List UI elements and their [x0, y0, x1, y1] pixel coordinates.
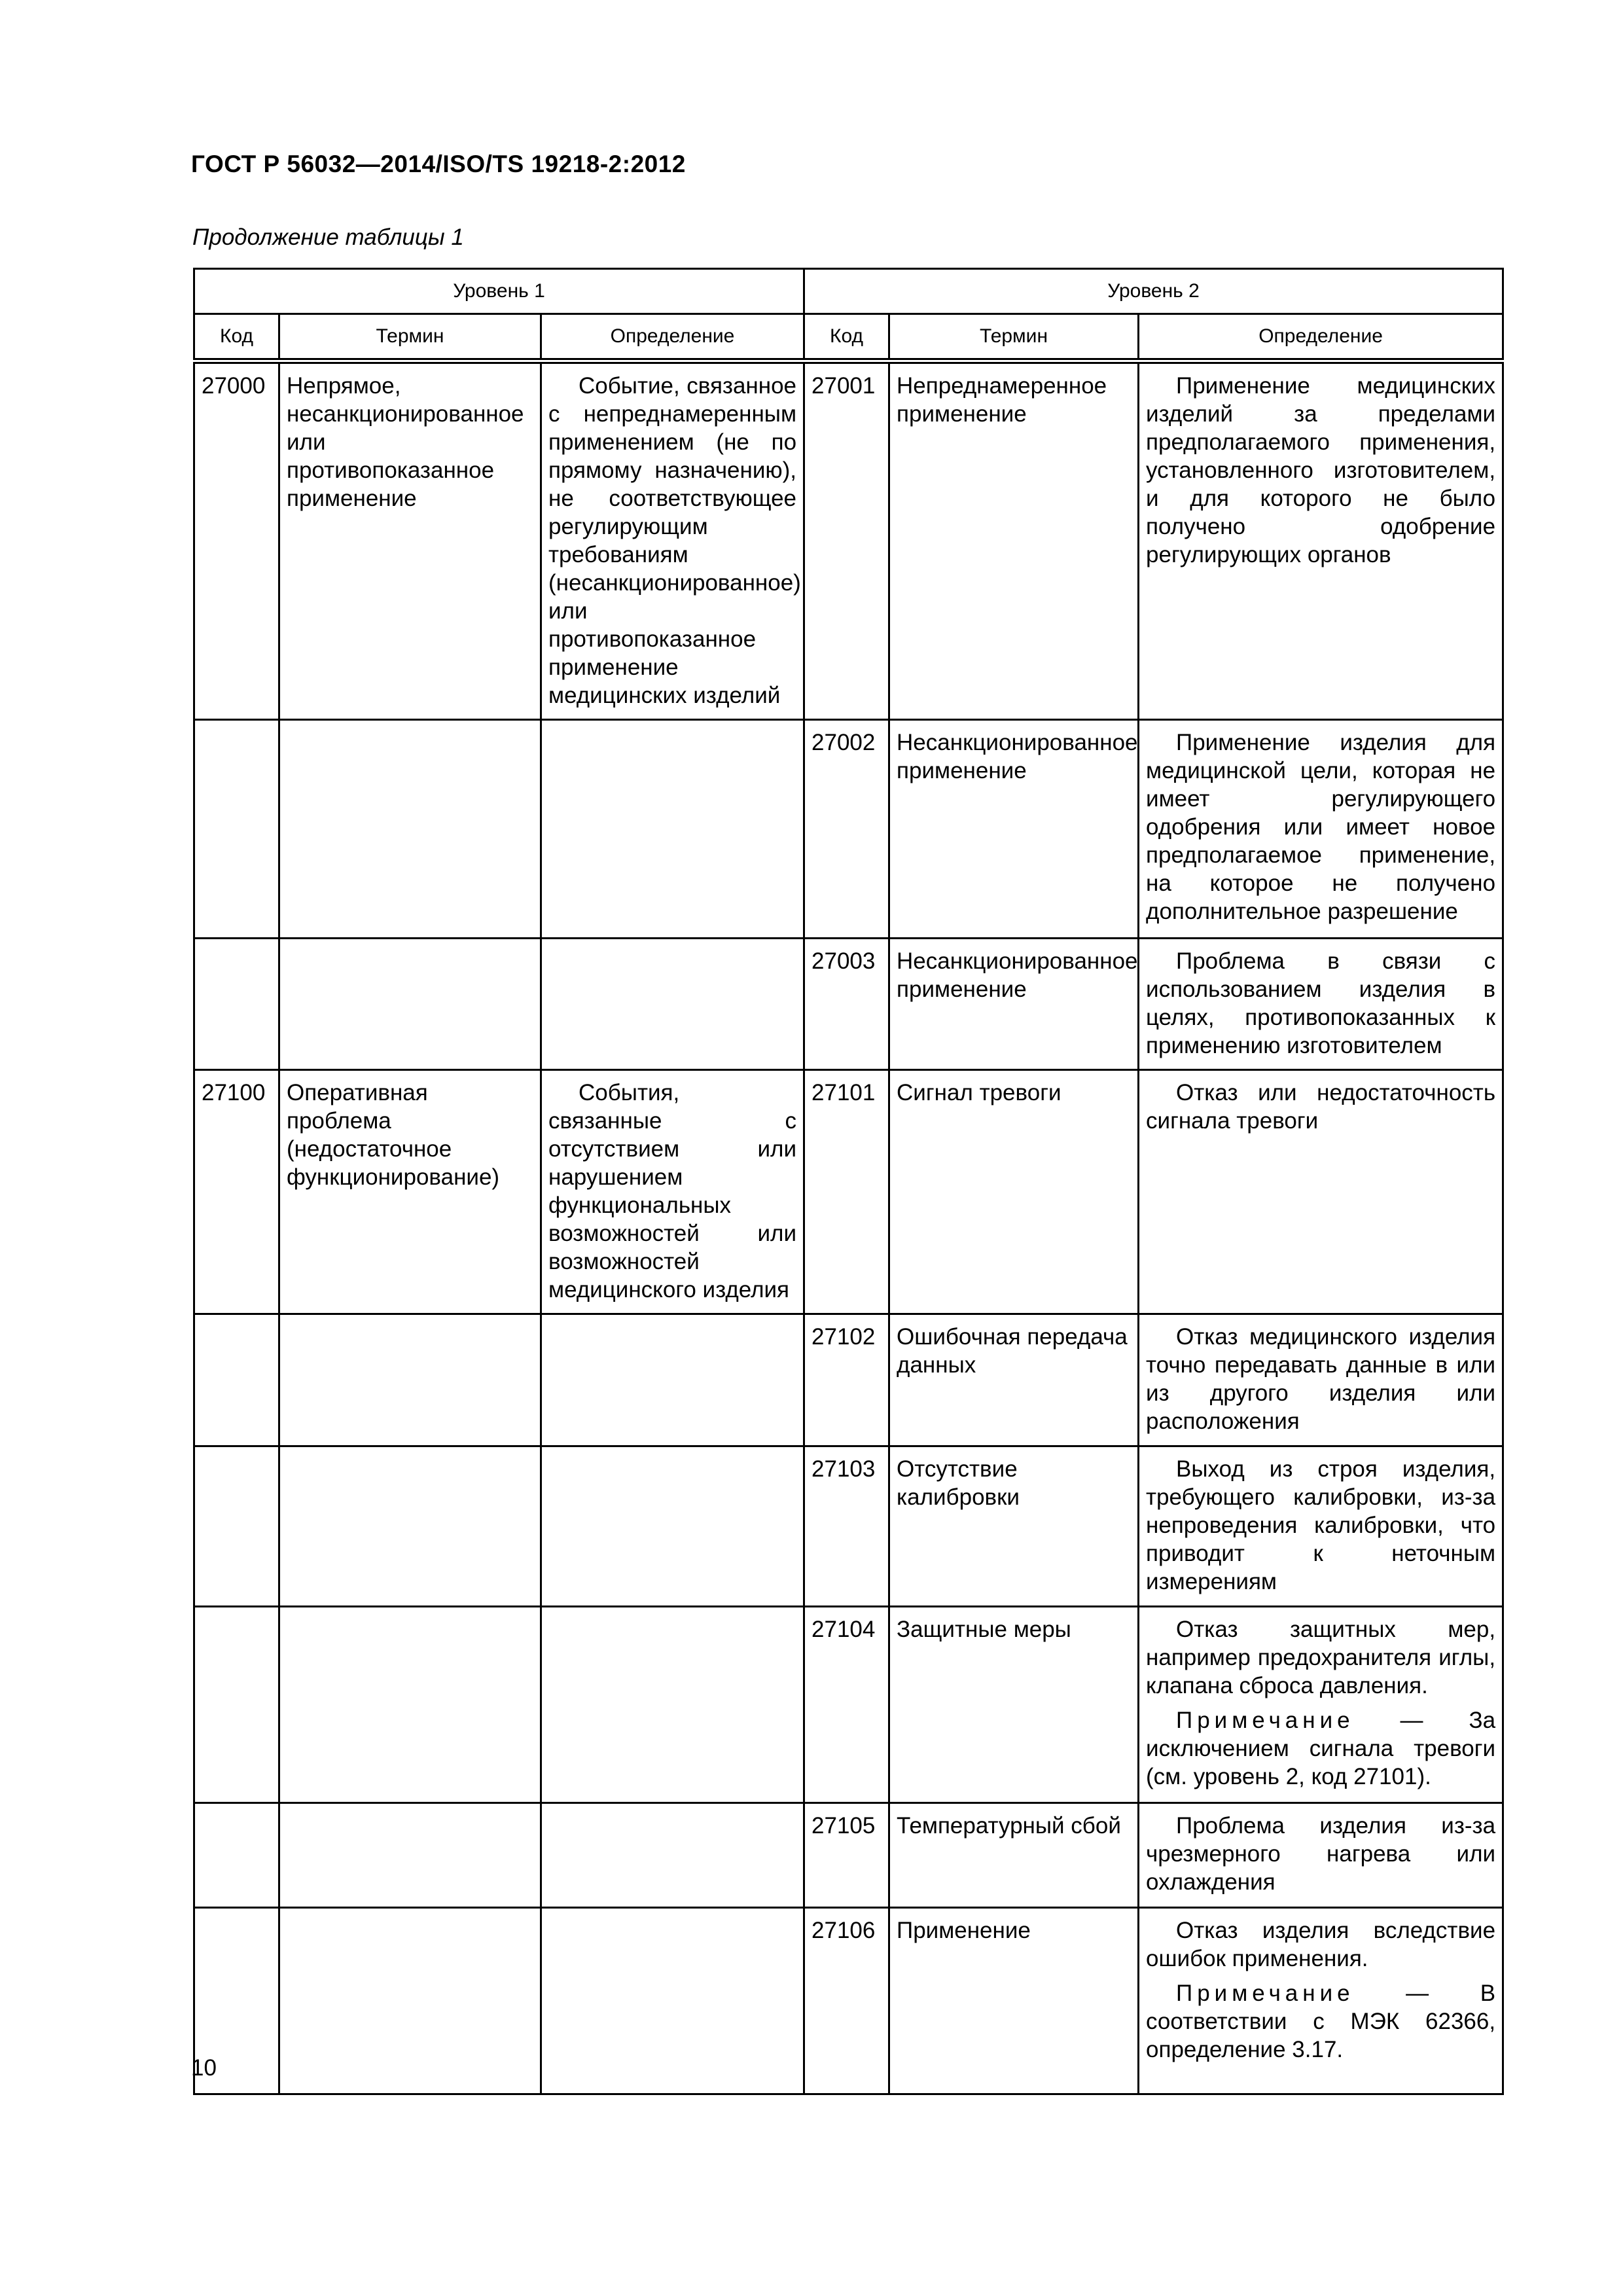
- l1-term-cell: Оперативная проблема (недостаточное функционирование): [279, 1070, 541, 1314]
- col-header-l1-term: Термин: [279, 314, 541, 361]
- empty-cell: [541, 1446, 804, 1607]
- empty-cell: [279, 1607, 541, 1803]
- empty-cell: [541, 939, 804, 1070]
- empty-cell: [279, 1446, 541, 1607]
- table-row: [194, 1446, 1503, 1607]
- l2-code-cell: 27105: [804, 1803, 889, 1908]
- page-number: 10: [191, 2055, 217, 2081]
- level1-header: Уровень 1: [194, 269, 804, 314]
- col-header-l2-term: Термин: [889, 314, 1139, 361]
- table-caption: Продолжение таблицы 1: [192, 224, 464, 250]
- col-header-l1-code: Код: [194, 314, 279, 361]
- l2-code-cell: 27104: [804, 1607, 889, 1803]
- l2-code-cell: 27103: [804, 1446, 889, 1607]
- table-column-header-row: [194, 314, 1503, 361]
- l2-term-cell: Несанкционированное применение: [889, 939, 1139, 1070]
- table-row: [194, 1607, 1503, 1803]
- l2-term-cell: Температурный сбой: [889, 1803, 1139, 1908]
- l2-term-cell: Применение: [889, 1908, 1139, 2094]
- l1-term-cell: Непрямое, несанкционированное или противопоказанное применение: [279, 361, 541, 720]
- empty-cell: [279, 1314, 541, 1446]
- table-row: [194, 1908, 1503, 2094]
- table-group-header-row: [194, 269, 1503, 314]
- empty-cell: [194, 1446, 279, 1607]
- l2-term-cell: Несанкционированное применение: [889, 720, 1139, 939]
- empty-cell: [194, 1607, 279, 1803]
- l2-code-cell: 27002: [804, 720, 889, 939]
- table-row: [194, 1070, 1503, 1314]
- col-header-l2-code: Код: [804, 314, 889, 361]
- l2-term-cell: Защитные меры: [889, 1607, 1139, 1803]
- note-text: — В соответствии с МЭК 62366, определение 3.17.: [1146, 1981, 1496, 2062]
- empty-cell: [541, 1908, 804, 2094]
- col-header-l2-definition: Определение: [1139, 314, 1503, 361]
- table-row: [194, 1314, 1503, 1446]
- table-row: [194, 939, 1503, 1070]
- l2-definition-cell: [1139, 1607, 1503, 1803]
- empty-cell: [194, 1314, 279, 1446]
- l2-code-cell: 27101: [804, 1070, 889, 1314]
- l1-definition-cell: События, связанные с отсутствием или нарушением функциональных возможностей или возможностей медицинского изделия: [541, 1070, 804, 1314]
- empty-cell: [541, 720, 804, 939]
- l2-definition-cell: Отказ медицинского изделия точно передавать данные в или из другого изделия или расположения: [1139, 1314, 1503, 1446]
- empty-cell: [279, 720, 541, 939]
- table-row: [194, 1803, 1503, 1908]
- level2-header: Уровень 2: [804, 269, 1503, 314]
- document-title: ГОСТ Р 56032—2014/ISO/TS 19218-2:2012: [191, 151, 686, 177]
- table-row: [194, 361, 1503, 720]
- l1-definition-cell: Событие, связанное с непреднамеренным применением (не по прямому назначению), не соответствующее регулирующим требованиям (несанкционированное) или противопоказанное применение медицинских изделий: [541, 361, 804, 720]
- col-header-l1-definition: Определение: [541, 314, 804, 361]
- table-row: [194, 720, 1503, 939]
- l2-code-cell: 27102: [804, 1314, 889, 1446]
- l1-code-cell: 27100: [194, 1070, 279, 1314]
- l2-definition-cell: Применение изделия для медицинской цели, которая не имеет регулирующего одобрения или имеет новое предполагаемое применение, на которое не получено дополнительное разрешение: [1139, 720, 1503, 939]
- note: [1146, 1979, 1495, 2064]
- l2-code-cell: 27001: [804, 361, 889, 720]
- empty-cell: [194, 939, 279, 1070]
- l1-code-cell: 27000: [194, 361, 279, 720]
- l2-definition-cell: Проблема в связи с использованием изделия в целях, противопоказанных к применению изготовителем: [1139, 939, 1503, 1070]
- empty-cell: [194, 720, 279, 939]
- note-label: Примечание: [1176, 1981, 1355, 2006]
- empty-cell: [541, 1314, 804, 1446]
- terms-table: [193, 268, 1504, 2095]
- empty-cell: [541, 1607, 804, 1803]
- empty-cell: [279, 939, 541, 1070]
- note: [1146, 1706, 1495, 1791]
- l2-definition-cell: Применение медицинских изделий за пределами предполагаемого применения, установленного изготовителем, и для которого не было получено одобрение регулирующих органов: [1139, 361, 1503, 720]
- empty-cell: [541, 1803, 804, 1908]
- l2-definition-cell: Выход из строя изделия, требующего калибровки, из-за непроведения калибровки, что приводит к неточным измерениям: [1139, 1446, 1503, 1607]
- l2-term-cell: Сигнал тревоги: [889, 1070, 1139, 1314]
- l2-code-cell: 27003: [804, 939, 889, 1070]
- l2-definition-cell: Проблема изделия из-за чрезмерного нагрева или охлаждения: [1139, 1803, 1503, 1908]
- note-text: — За исключением сигнала тревоги (см. уровень 2, код 27101).: [1146, 1708, 1496, 1789]
- definition-text: Отказ защитных мер, например предохранителя иглы, клапана сброса давления.: [1146, 1617, 1496, 1698]
- l2-term-cell: Отсутствие калибровки: [889, 1446, 1139, 1607]
- l2-definition-cell: [1139, 1908, 1503, 2094]
- empty-cell: [279, 1803, 541, 1908]
- l2-code-cell: 27106: [804, 1908, 889, 2094]
- note-label: Примечание: [1176, 1708, 1355, 1733]
- empty-cell: [194, 1803, 279, 1908]
- l2-term-cell: Ошибочная передача данных: [889, 1314, 1139, 1446]
- definition-text: Отказ изделия вследствие ошибок применения.: [1146, 1918, 1496, 1971]
- empty-cell: [279, 1908, 541, 2094]
- l2-definition-cell: Отказ или недостаточность сигнала тревоги: [1139, 1070, 1503, 1314]
- l2-term-cell: Непреднамеренное применение: [889, 361, 1139, 720]
